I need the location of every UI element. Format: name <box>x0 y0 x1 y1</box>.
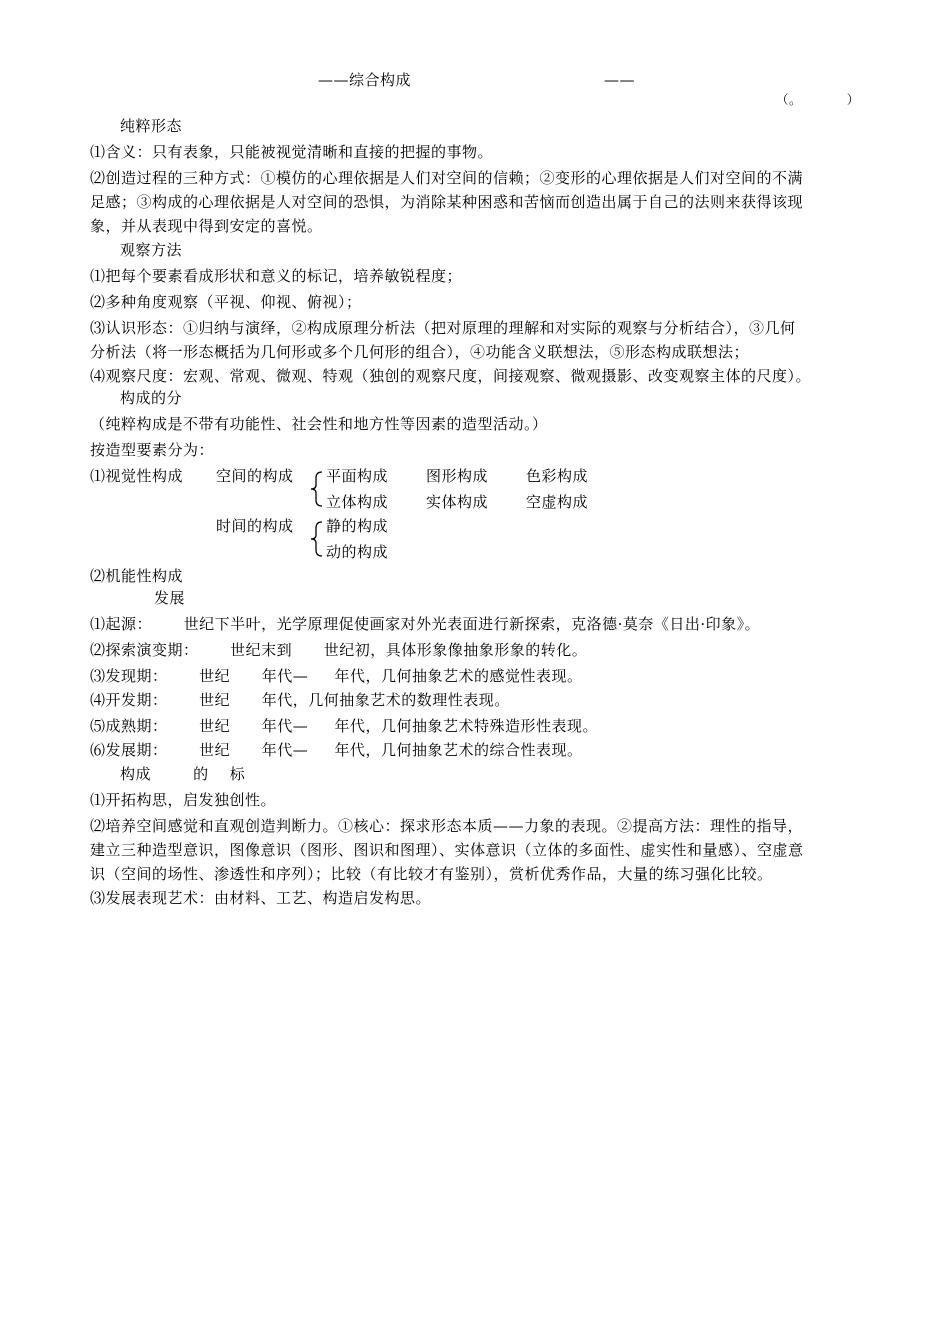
paragraph: 足感；③构成的心理依据是人对空间的恐惧，为消除某种困惑和苦恼而创造出属于自己的法则来获得该现 <box>90 193 804 211</box>
paragraph: ⑴把每个要素看成形状和意义的标记，培养敏锐程度； <box>90 267 463 285</box>
tree-leaf: 动的构成 <box>326 543 389 561</box>
section-heading-development: 发展 <box>154 589 186 607</box>
paragraph: 按造型要素分为： <box>90 441 215 459</box>
section-heading-pure-form: 纯粹形态 <box>120 117 183 135</box>
paragraph: 建立三种造型意识，图像意识（图形、图识和图理）、实体意识（立体的多面性、虚实性和量感）、空虚意 <box>90 841 804 859</box>
tree-leaf: 静的构成 <box>326 517 389 535</box>
paragraph: ⑶发展表现艺术：由材料、工艺、构造启发构思。 <box>90 889 432 907</box>
title-dash: —— <box>604 71 635 89</box>
tree-leaf: 图形构成 <box>426 467 489 485</box>
paragraph: ⑶认识形态：①归纳与演绎，②构成原理分析法（把对原理的理解和对实际的观察与分析结合），③几何 <box>90 319 796 337</box>
tree-leaf: 实体构成 <box>426 493 489 511</box>
paragraph: ⑹发展期： 世纪 年代— 年代，几何抽象艺术的综合性表现。 <box>90 741 583 759</box>
paragraph: ⑷开发期： 世纪 年代，几何抽象艺术的数理性表现。 <box>90 691 510 709</box>
paragraph: ⑵多种角度观察（平视、仰视、俯视）； <box>90 293 362 311</box>
paragraph: ⑴开拓构思，启发独创性。 <box>90 791 277 809</box>
section-heading-goals: 构成 的 标 <box>120 765 246 783</box>
title-paren: （。 ） <box>776 92 860 107</box>
section-heading-observation: 观察方法 <box>120 241 183 259</box>
tree-leaf: 空虚构成 <box>526 493 589 511</box>
curly-brace-icon <box>306 470 326 508</box>
paragraph: ⑵培养空间感觉和直观创造判断力。①核心：探求形态本质——力象的表现。②提高方法：理性的指导， <box>90 817 804 835</box>
paragraph: ⑵探索演变期： 世纪末到 世纪初，具体形象像抽象形象的转化。 <box>90 641 588 659</box>
paragraph: 象，并从表现中得到安定的喜悦。 <box>90 217 323 235</box>
tree-leaf: 色彩构成 <box>526 467 589 485</box>
tree-branch-time: 时间的构成 <box>216 517 294 535</box>
paragraph: ⑴起源： 世纪下半叶，光学原理促使画家对外光表面进行新探索，克洛德·莫奈《日出·印象》。 <box>90 615 761 633</box>
curly-brace-icon <box>306 520 326 558</box>
tree-root-functional: ⑵机能性构成 <box>90 567 184 585</box>
tree-root-visual: ⑴视觉性构成 <box>90 467 184 485</box>
paragraph: ⑴含义：只有表象，只能被视觉清晰和直接的把握的事物。 <box>90 143 494 161</box>
paragraph: ⑶发现期： 世纪 年代— 年代，几何抽象艺术的感觉性表现。 <box>90 667 583 685</box>
paragraph: ⑸成熟期： 世纪 年代— 年代，几何抽象艺术特殊造形性表现。 <box>90 717 599 735</box>
section-heading-classification: 构成的分 <box>120 389 183 407</box>
paragraph: ⑵创造过程的三种方式：①模仿的心理依据是人们对空间的信赖；②变形的心理依据是人们对空间的不满 <box>90 169 804 187</box>
paragraph: 识（空间的场性、渗透性和序列）；比较（有比较才有鉴别），赏析优秀作品，大量的练习强化比较。 <box>90 865 773 883</box>
paragraph: （纯粹构成是不带有功能性、社会性和地方性等因素的造型活动。） <box>90 415 548 433</box>
tree-leaf: 平面构成 <box>326 467 389 485</box>
paragraph: 分析法（将一形态概括为几何形或多个几何形的组合），④功能含义联想法，⑤形态构成联想法； <box>90 343 750 361</box>
tree-branch-space: 空间的构成 <box>216 467 294 485</box>
paragraph: ⑷观察尺度：宏观、常观、微观、特观（独创的观察尺度，间接观察、微观摄影、改变观察主体的尺度）。 <box>90 367 812 385</box>
tree-leaf: 立体构成 <box>326 493 389 511</box>
doc-title: ——综合构成 <box>318 71 412 89</box>
